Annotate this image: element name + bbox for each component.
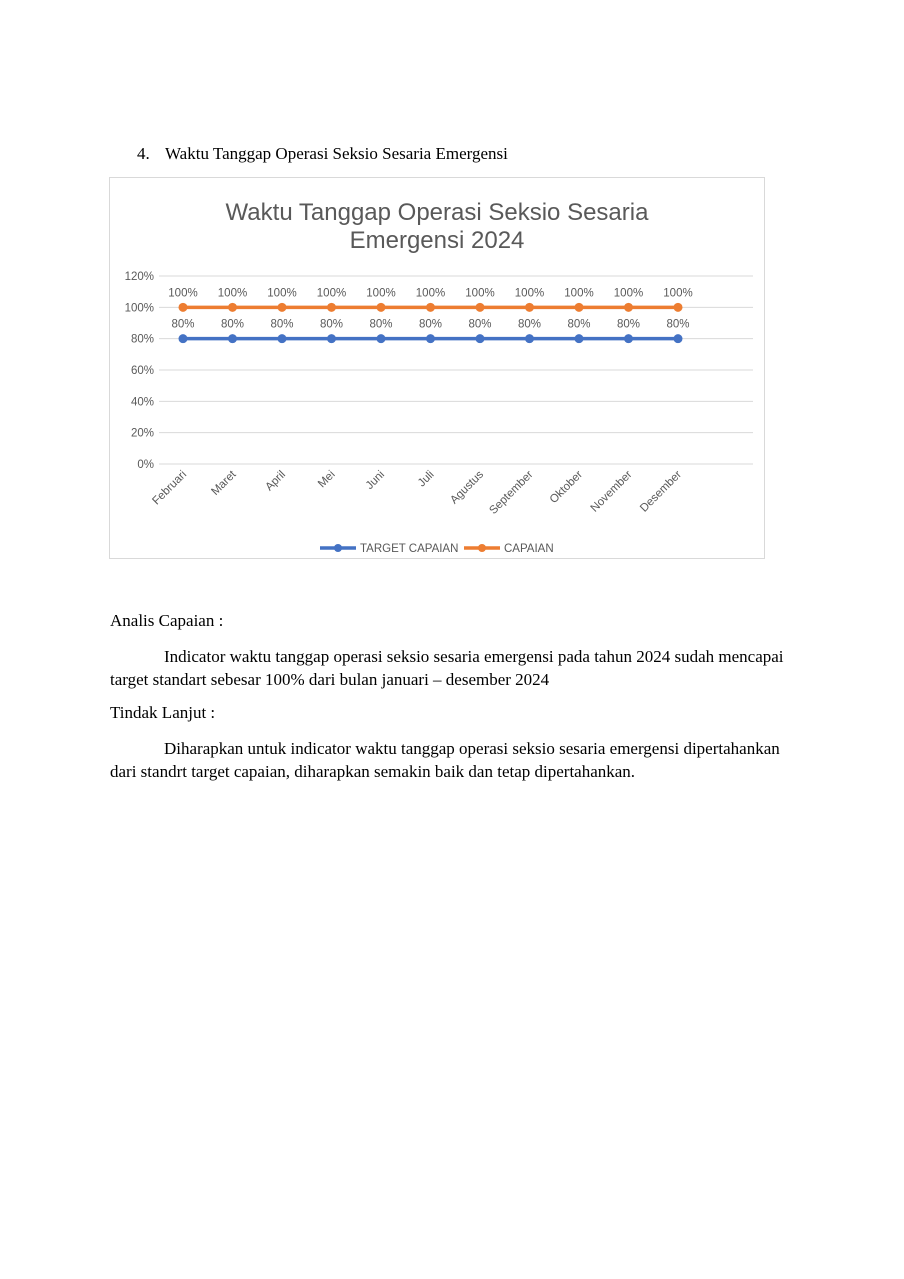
x-tick-label: Mei [316,468,338,491]
x-tick-label: Desember [638,468,685,515]
section-heading [137,144,508,164]
data-point [526,303,534,311]
y-tick-label: 60% [130,365,154,377]
line-chart [110,178,764,558]
data-point [625,303,633,311]
legend-label: TARGET CAPAIAN [360,543,459,555]
section-title: Waktu Tanggap Operasi Seksio Sesaria Emergensi [165,144,508,163]
data-point [674,303,682,311]
chart-title-line-1: Waktu Tanggap Operasi Seksio Sesaria [225,199,649,226]
data-label: 80% [517,318,542,331]
legend-swatch-marker [334,544,342,552]
data-label: 100% [217,287,248,300]
data-label: 80% [567,318,591,331]
y-tick-label: 100% [124,302,154,315]
data-label: 100% [564,287,594,300]
y-tick-label: 0% [137,459,154,471]
data-label: 80% [468,318,492,331]
data-label: 100% [613,287,644,300]
data-point [427,335,435,343]
data-label: 80% [418,318,443,331]
x-tick-label: Agustus [448,468,487,507]
x-tick-label: Oktober [547,468,586,507]
data-point [526,335,534,343]
legend-label: CAPAIAN [504,543,554,555]
data-label: 80% [369,318,393,331]
x-tick-label: April [263,468,289,494]
data-label: 80% [616,318,641,331]
y-tick-label: 40% [130,396,154,409]
data-label: 80% [270,318,294,331]
data-label: 100% [514,287,545,300]
data-point [427,303,435,311]
data-point [575,335,583,343]
x-tick-label: Februari [150,468,190,508]
data-point [377,303,385,311]
data-point [674,335,682,343]
data-point [328,335,336,343]
data-label: 100% [663,287,693,300]
data-point [377,335,385,343]
section-number: 4. [137,144,150,163]
data-label: 100% [415,287,446,300]
chart-container [109,177,765,559]
data-label: 80% [171,318,195,331]
data-label: 100% [316,287,347,300]
y-tick-label: 120% [124,271,154,283]
y-tick-label: 80% [130,333,154,346]
chart-title-line-2: Emergensi 2024 [349,227,525,254]
data-point [476,335,484,343]
data-label: 80% [220,318,245,331]
data-point [476,303,484,311]
followup-paragraph: Diharapkan untuk indicator waktu tanggap operasi seksio sesaria emergensi dipertahankan dari standrt target capaian, diharapkan semakin baik dan tetap dipertahankan. [110,739,780,781]
data-label: 100% [267,287,297,300]
data-point [278,335,286,343]
analysis-paragraph: Indicator waktu tanggap operasi seksio sesaria emergensi pada tahun 2024 sudah mencapai target standart sebesar 100% dari bulan januari – desember 2024 [110,647,784,689]
data-point [625,335,633,343]
y-tick-label: 20% [130,427,154,440]
data-point [328,303,336,311]
followup-label: Tindak Lanjut : [110,703,216,722]
data-label: 80% [666,318,690,331]
data-point [278,303,286,311]
legend-swatch-marker [478,544,486,552]
data-point [229,335,237,343]
data-point [179,303,187,311]
data-point [229,303,237,311]
analysis-label: Analis Capaian : [110,611,224,630]
data-label: 100% [465,287,495,300]
x-tick-label: Juni [363,468,388,493]
data-label: 100% [366,287,396,300]
data-point [179,335,187,343]
data-point [575,303,583,311]
data-label: 80% [319,318,344,331]
data-label: 100% [168,287,198,300]
x-tick-label: September [487,468,536,517]
x-tick-label: Maret [209,468,239,498]
x-tick-label: November [588,468,635,515]
x-tick-label: Juli [415,468,437,490]
